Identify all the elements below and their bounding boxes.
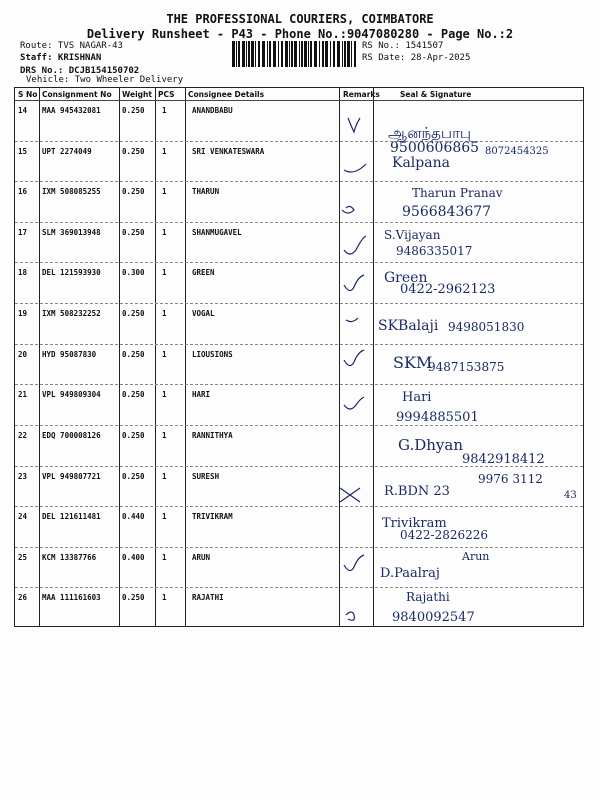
barcode-bar <box>248 41 250 67</box>
cell-sno: 25 <box>18 552 28 562</box>
cell-pcs: 1 <box>162 106 167 115</box>
remark-mark <box>348 118 360 132</box>
row-divider <box>15 547 583 548</box>
cell-weight: 0.250 <box>122 187 145 197</box>
barcode-bar <box>255 41 256 67</box>
barcode-bar <box>251 41 254 67</box>
cell-consignee: RANNITHYA <box>192 430 233 440</box>
cell-weight: 0.250 <box>122 309 145 319</box>
cell-consignee: THARUN <box>192 187 220 197</box>
cell-consignee: VOGAL <box>192 309 215 319</box>
column-divider <box>119 88 120 626</box>
handwritten-signature: SKM <box>393 353 433 372</box>
remark-mark <box>346 612 354 620</box>
handwritten-signature: Tharun Pranav <box>412 186 503 200</box>
cell-sno: 15 <box>18 146 28 156</box>
drs-field: DRS No.: DCJB154150702 <box>20 66 140 76</box>
cell-consignment-no: DEL 121611481 <box>42 512 101 522</box>
barcode-bar <box>281 41 283 67</box>
handwritten-phone: 0422-2826226 <box>400 528 489 542</box>
cell-pcs: 1 <box>162 146 167 156</box>
cell-consignee: LIOUSIONS <box>192 349 233 359</box>
cell-sno: 24 <box>18 512 28 522</box>
handwritten-signature: G.Dhyan <box>398 436 463 454</box>
cell-weight: 0.250 <box>122 430 145 440</box>
barcode-bar <box>308 41 309 67</box>
cell-consignee: ARUN <box>192 552 211 562</box>
handwritten-signature: Arun <box>462 550 490 563</box>
company-title: THE PROFESSIONAL COURIERS, COIMBATORE <box>166 12 434 26</box>
barcode-bar <box>269 41 271 67</box>
handwritten-signature: Trivikram <box>382 516 447 531</box>
cell-consignment-no: MAA 945432081 <box>42 106 101 115</box>
barcode-image <box>232 41 356 67</box>
col-header-consignee: Consignee Details <box>188 90 265 99</box>
handwritten-phone: 8072454325 <box>485 146 549 157</box>
handwritten-signature: Hari <box>402 390 432 405</box>
cell-pcs: 1 <box>162 552 167 562</box>
barcode-bar <box>258 41 260 67</box>
barcode-bar <box>246 41 247 67</box>
header-divider <box>15 100 583 101</box>
runsheet-title: Delivery Runsheet - P43 - Phone No.:9047080280 - Page No.:2 <box>86 27 514 41</box>
rs-date-field: RS Date: 28-Apr-2025 <box>362 53 471 63</box>
row-divider <box>15 506 583 507</box>
remark-mark <box>346 318 358 322</box>
handwritten-signature: R.BDN 23 <box>384 484 450 499</box>
cell-pcs: 1 <box>162 471 167 481</box>
cell-consignee: RAJATHI <box>192 593 224 603</box>
cell-consignment-no: MAA 111161603 <box>42 593 101 603</box>
barcode-bar <box>322 41 324 67</box>
barcode-bar <box>291 41 293 67</box>
cell-pcs: 1 <box>162 349 167 359</box>
cell-consignment-no: VPL 949809304 <box>42 390 101 400</box>
barcode-bar <box>301 41 303 67</box>
remark-mark <box>344 555 364 571</box>
handwritten-phone: 9487153875 <box>428 360 505 374</box>
cell-weight: 0.250 <box>122 146 145 156</box>
cell-weight: 0.300 <box>122 268 145 278</box>
cell-weight: 0.440 <box>122 512 145 522</box>
barcode-bar <box>299 41 300 67</box>
barcode-bar <box>314 41 317 67</box>
cell-consignee: SHANMUGAVEL <box>192 227 242 237</box>
remark-mark <box>344 350 364 366</box>
barcode-bar <box>273 41 276 67</box>
col-header-sno: S No <box>18 90 38 99</box>
handwritten-signature: Rajathi <box>406 590 450 604</box>
cell-consignee: HARI <box>192 390 211 400</box>
column-divider <box>185 88 186 626</box>
handwritten-phone: 9486335017 <box>396 244 473 258</box>
handwritten-phone: 9842918412 <box>462 452 545 467</box>
cell-sno: 16 <box>18 187 28 197</box>
cell-sno: 26 <box>18 593 28 603</box>
row-divider <box>15 587 583 588</box>
remark-mark <box>344 275 364 291</box>
remark-mark <box>344 164 366 172</box>
cell-pcs: 1 <box>162 187 167 197</box>
remark-mark <box>344 397 364 409</box>
barcode-bar <box>325 41 328 67</box>
cell-consignment-no: IXM 508085255 <box>42 187 101 197</box>
cell-sno: 19 <box>18 309 28 319</box>
barcode-bar <box>354 41 356 67</box>
cell-sno: 22 <box>18 430 28 440</box>
handwritten-phone: 9498051830 <box>448 320 525 334</box>
cell-weight: 0.250 <box>122 390 145 400</box>
cell-pcs: 1 <box>162 309 167 319</box>
cell-sno: 23 <box>18 471 28 481</box>
barcode-bar <box>342 41 343 67</box>
rs-no-field: RS No.: 1541507 <box>362 41 444 51</box>
cell-consignment-no: EDQ 700008126 <box>42 430 101 440</box>
handwritten-note: 43 <box>564 490 577 501</box>
handwritten-phone: 9566843677 <box>402 204 492 220</box>
barcode-bar <box>278 41 279 67</box>
cell-consignee: SRI VENKATESWARA <box>192 146 265 156</box>
remark-mark <box>340 488 360 502</box>
cell-consignee: GREEN <box>192 268 215 278</box>
route-field: Route: TVS NAGAR-43 <box>20 41 123 51</box>
barcode-bar <box>267 41 268 67</box>
row-divider <box>15 262 583 263</box>
row-divider <box>15 181 583 182</box>
staff-field: Staff: KRISHNAN <box>20 53 102 63</box>
cell-consignment-no: KCM 13387766 <box>42 552 97 562</box>
handwritten-signature: Kalpana <box>392 155 450 171</box>
cell-sno: 14 <box>18 106 28 115</box>
handwritten-phone: 9500606865 <box>390 140 480 156</box>
barcode-bar <box>319 41 320 67</box>
barcode-bar <box>351 41 352 67</box>
remark-mark <box>344 236 366 254</box>
col-header-remarks: Remarks <box>343 90 380 99</box>
col-header-seal: Seal & Signature <box>400 90 472 99</box>
cell-consignment-no: HYD 95087830 <box>42 349 97 359</box>
runsheet-table <box>14 87 584 627</box>
barcode-bar <box>330 41 331 67</box>
cell-sno: 17 <box>18 227 28 237</box>
col-header-consignment: Consignment No <box>42 90 112 99</box>
row-divider <box>15 425 583 426</box>
cell-sno: 18 <box>18 268 28 278</box>
barcode-bar <box>236 41 237 67</box>
cell-weight: 0.250 <box>122 106 145 115</box>
barcode-bar <box>262 41 265 67</box>
row-divider <box>15 303 583 304</box>
cell-consignment-no: DEL 121593930 <box>42 268 101 278</box>
cell-consignment-no: SLM 369013948 <box>42 227 101 237</box>
barcode-bar <box>347 41 350 67</box>
handwritten-signature: ஆனந்தபாபு <box>388 124 472 142</box>
col-header-weight: Weight <box>122 90 152 99</box>
barcode-bar <box>285 41 288 67</box>
cell-weight: 0.400 <box>122 552 145 562</box>
barcode-bar <box>337 41 340 67</box>
barcode-bar <box>304 41 307 67</box>
barcode-bar <box>289 41 290 67</box>
remarks-marks <box>340 110 384 630</box>
col-header-pcs: PCS <box>158 90 175 99</box>
cell-pcs: 1 <box>162 227 167 237</box>
handwritten-signature: Green <box>384 270 428 286</box>
remark-mark <box>342 206 354 213</box>
cell-consignment-no: IXM 508232252 <box>42 309 101 319</box>
column-divider <box>155 88 156 626</box>
cell-pcs: 1 <box>162 512 167 522</box>
handwritten-phone: 9840092547 <box>392 610 475 625</box>
barcode-bar <box>242 41 245 67</box>
cell-consignee: ANANDBABU <box>192 106 233 115</box>
row-divider <box>15 222 583 223</box>
cell-consignee: TRIVIKRAM <box>192 512 233 522</box>
cell-pcs: 1 <box>162 268 167 278</box>
row-divider <box>15 384 583 385</box>
handwritten-phone: 0422-2962123 <box>400 282 496 297</box>
handwritten-signature: S.Vijayan <box>384 228 441 242</box>
cell-consignment-no: UPT 2274049 <box>42 146 92 156</box>
cell-weight: 0.250 <box>122 593 145 603</box>
handwritten-phone: 9994885501 <box>396 410 479 425</box>
row-divider <box>15 344 583 345</box>
barcode-bar <box>333 41 335 67</box>
cell-sno: 21 <box>18 390 28 400</box>
cell-pcs: 1 <box>162 593 167 603</box>
barcode-bar <box>344 41 346 67</box>
handwritten-phone: 9976 3112 <box>478 472 543 486</box>
handwritten-signature: D.Paalraj <box>380 566 440 581</box>
cell-consignment-no: VPL 949807721 <box>42 471 101 481</box>
cell-consignee: SURESH <box>192 471 220 481</box>
vehicle-field: Vehicle: Two Wheeler Delivery <box>26 75 184 85</box>
barcode-bar <box>310 41 312 67</box>
cell-sno: 20 <box>18 349 28 359</box>
handwritten-signature: SKBalaji <box>378 318 439 334</box>
barcode-bar <box>294 41 297 67</box>
barcode-bar <box>232 41 235 67</box>
cell-pcs: 1 <box>162 430 167 440</box>
barcode-bar <box>238 41 240 67</box>
cell-weight: 0.250 <box>122 349 145 359</box>
cell-weight: 0.250 <box>122 471 145 481</box>
cell-weight: 0.250 <box>122 227 145 237</box>
cell-pcs: 1 <box>162 390 167 400</box>
row-divider <box>15 141 583 142</box>
column-divider <box>39 88 40 626</box>
